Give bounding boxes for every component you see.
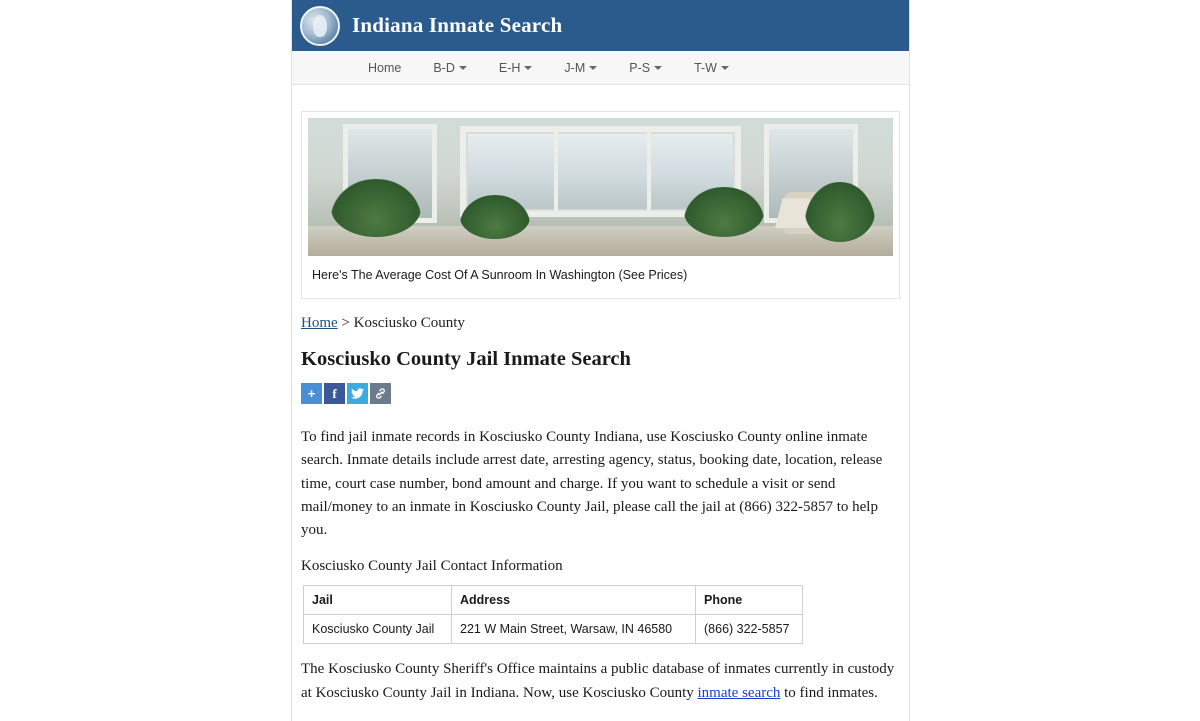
cell-address: 221 W Main Street, Warsaw, IN 46580 <box>452 615 696 644</box>
site-container <box>291 0 910 721</box>
nav-item-b-d[interactable] <box>417 51 483 85</box>
advertisement-caption[interactable]: Here's The Average Cost Of A Sunroom In Washington (See Prices) <box>312 268 688 282</box>
nav-item-label: E-H <box>498 60 521 75</box>
site-title: Indiana Inmate Search <box>352 13 563 37</box>
nav-item-label: T-W <box>694 60 717 75</box>
facebook-icon[interactable] <box>324 383 345 404</box>
nav-item-j-m[interactable] <box>548 51 613 85</box>
nav-item-t-w[interactable] <box>678 51 745 85</box>
breadcrumb-home-link[interactable]: Home <box>301 315 338 331</box>
ad-plant <box>331 179 421 237</box>
table-body <box>304 615 803 644</box>
inmate-search-link[interactable]: inmate search <box>697 684 781 701</box>
breadcrumb-current: Kosciusko County <box>353 315 465 331</box>
ad-plant <box>684 187 764 237</box>
nav-item-e-h[interactable] <box>483 51 549 85</box>
chevron-down-icon <box>459 66 467 70</box>
nav-item-p-s[interactable] <box>613 51 678 85</box>
seal-logo-icon <box>300 6 340 46</box>
nav-item-label: Home <box>368 60 402 75</box>
chevron-down-icon <box>524 66 532 70</box>
table-row <box>304 615 803 644</box>
contact-info-label: Kosciusko County Jail Contact Information <box>301 558 563 575</box>
chevron-down-icon <box>721 66 729 70</box>
nav-item-label: B-D <box>433 60 455 75</box>
link-chain-icon[interactable] <box>370 383 391 404</box>
database-paragraph-before: The Kosciusko County Sheriff's Office maintains a public database of inmates currently in custody at Kosciusko County Jail in Indiana. Now, use Kosciusko County <box>301 661 895 701</box>
nav-item-label: J-M <box>564 60 586 75</box>
chevron-down-icon <box>589 66 597 70</box>
share-buttons <box>301 383 900 404</box>
advertisement-image[interactable] <box>308 118 893 256</box>
ad-window-mullion <box>554 126 558 217</box>
main-content <box>292 315 909 705</box>
intro-paragraph: To find jail inmate records in Kosciusko County Indiana, use Kosciusko County online inmate search. Inmate details include arrest date, arresting agency, status, booking date, location, release time, court case number, bond amount and charge. If you want to schedule a visit or send mail/money to an inmate in Kosciusko County Jail, please call the jail at (866) 322-5857 to help you. <box>301 429 883 538</box>
cell-phone: (866) 322-5857 <box>696 615 803 644</box>
share-button-label: f <box>332 385 337 401</box>
ad-window-mullion <box>647 126 651 217</box>
main-navigation <box>292 51 909 85</box>
nav-item-label: P-S <box>629 60 651 75</box>
contact-table <box>303 585 803 644</box>
site-header <box>292 0 909 51</box>
share-button-label: + <box>307 386 316 401</box>
breadcrumb <box>301 315 900 332</box>
nav-item-home[interactable] <box>352 51 417 85</box>
addthis-plus-icon[interactable] <box>301 383 322 404</box>
column-header-phone: Phone <box>696 586 803 615</box>
page-title: Kosciusko County Jail Inmate Search <box>301 348 631 370</box>
column-header-jail: Jail <box>304 586 452 615</box>
column-header-address: Address <box>452 586 696 615</box>
chevron-down-icon <box>654 66 662 70</box>
cell-jail-name: Kosciusko County Jail <box>304 615 452 644</box>
twitter-bird-icon[interactable] <box>347 383 368 404</box>
database-paragraph <box>301 658 900 705</box>
database-paragraph-after: to find inmates. <box>780 684 878 701</box>
table-header <box>304 586 803 615</box>
breadcrumb-separator: > <box>341 315 350 331</box>
advertisement-block[interactable] <box>301 111 900 299</box>
table-header-row <box>304 586 803 615</box>
